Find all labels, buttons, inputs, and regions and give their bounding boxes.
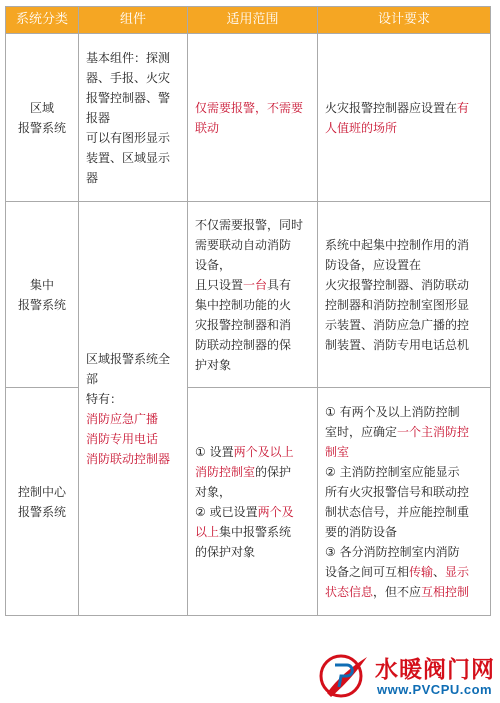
table-header-row (6, 7, 491, 34)
requirements-regional: 火灾报警控制器应设置在有 人值班的场所 (318, 34, 491, 202)
header-requirements: 设计要求 (318, 7, 491, 34)
requirements-control-center: ① 有两个及以上消防控制 室时，应确定一个主消防控 制室 ② 主消防控制室应能显示 所有火灾报警信号和联动控 制状态信号，并应能控制重 要的消防设备 ③ 各分消防控制室内消防 设备之间可互相传输、显示 状态信息，但不应互相控制 (318, 388, 491, 616)
category-regional: 区域 报警系统 (6, 34, 79, 202)
scope-regional: 仅需要报警，不需要 联动 (188, 34, 318, 202)
table-row (6, 388, 491, 616)
category-control-center: 控制中心 报警系统 (6, 388, 79, 616)
scope-control-center: ① 设置两个及以上 消防控制室的保护 对象， ② 或已设置两个及 以上集中报警系统 的保护对象 (188, 388, 318, 616)
header-category: 系统分类 (6, 7, 79, 34)
pvc-logo-icon (317, 649, 371, 701)
site-logo[interactable] (317, 649, 497, 701)
category-centralized: 集中 报警系统 (6, 202, 79, 388)
scope-centralized: 不仅需要报警，同时 需要联动自动消防 设备， 且只设置一台具有 集中控制功能的火 灾报警控制器和消 防联动控制器的保 护对象 (188, 202, 318, 388)
table-row (6, 34, 491, 202)
table-row (6, 202, 491, 388)
header-components: 组件 (79, 7, 188, 34)
header-scope: 适用范围 (188, 7, 318, 34)
requirements-centralized: 系统中起集中控制作用的消 防设备，应设置在 火灾报警控制器、消防联动 控制器和消防控制室图形显 示装置、消防应急广播的控 制装置、消防专用电话总机 (318, 202, 491, 388)
components-regional: 基本组件：探测 器、手报、火灾 报警控制器、警 报器 可以有图形显示 装置、区域显示 器 (79, 34, 188, 202)
components-shared: 区域报警系统全 部 特有： 消防应急广播 消防专用电话 消防联动控制器 (79, 202, 188, 616)
fire-alarm-system-table (5, 6, 491, 616)
logo-title: 水暖阀门网 (375, 657, 495, 683)
logo-url: www.PVCPU.com (377, 682, 493, 697)
